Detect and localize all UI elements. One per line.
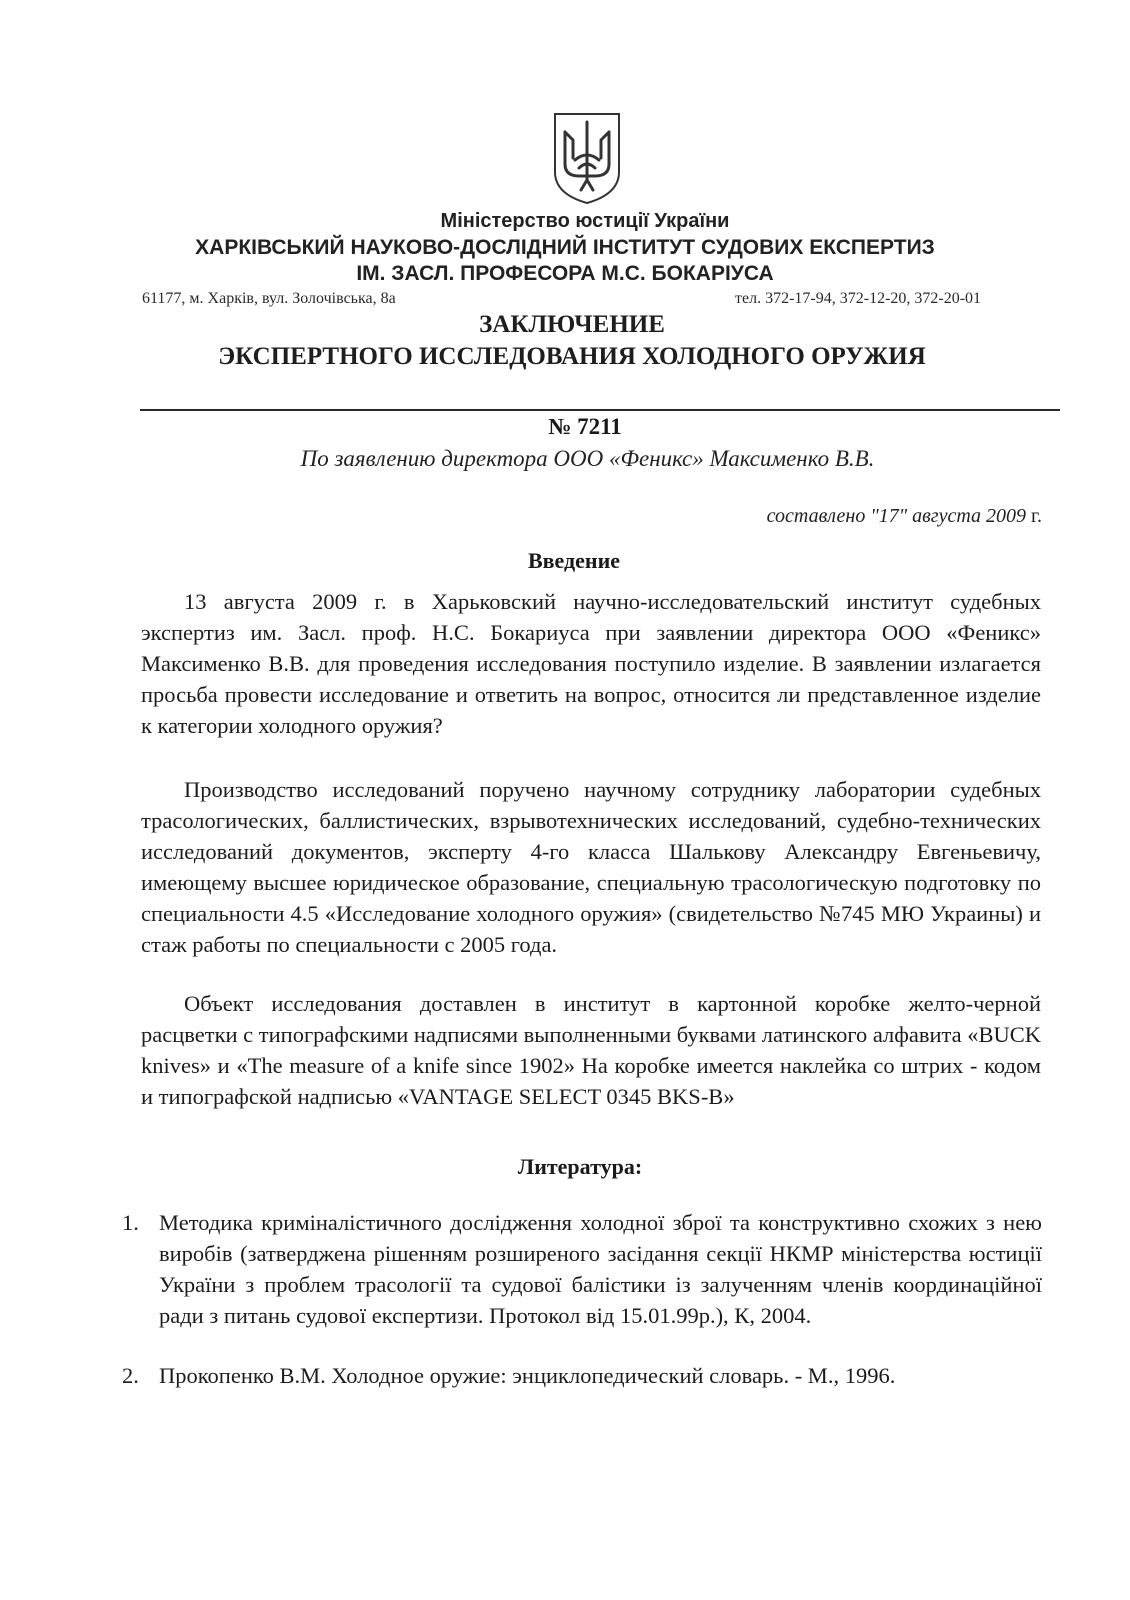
intro-paragraph-3: [141, 988, 1041, 1112]
document-title: ЗАКЛЮЧЕНИЕ: [479, 311, 665, 338]
institute-name-line2: ІМ. ЗАСЛ. ПРОФЕСОРА М.С. БОКАРІУСА: [356, 262, 774, 285]
institute-address: 61177, м. Харків, вул. Золочівська, 8а: [142, 290, 396, 307]
literature-item-text: Прокопенко В.М. Холодное оружие: энциклопедический словарь. - М., 1996.: [159, 1363, 896, 1388]
literature-item-number: 2.: [122, 1363, 139, 1388]
intro-paragraph-2: [141, 774, 1041, 960]
document-date-suffix: г.: [1026, 505, 1042, 527]
intro-heading: Введение: [527, 548, 621, 573]
literature-item-number: 1.: [122, 1210, 139, 1235]
literature-item: [122, 1360, 1042, 1391]
institute-phone: тел. 372-17-94, 372-12-20, 372-20-01: [735, 290, 982, 307]
literature-item-text: Методика криміналістичного дослідження холодної зброї та конструктивно схожих з нею виробів (затверджена рішенням розширеного засідання секції НКМР міністерства юстиції України з проблем трасології та судової балістики із залученням членів координаційної ради з питань судової експертизи. Протокол від 15.01.99р.), К, 2004.: [159, 1210, 1042, 1328]
paragraph-text: Производство исследований поручено научному сотруднику лаборатории судебных трасологических, баллистических, взрывотехнических исследований, судебно-технических исследований документов, эксперту 4-го класса Шалькову Александру Евгеньевичу, имеющему высшее юридическое образование, специальную трасологическую подготовку по специальности 4.5 «Исследование холодного оружия» (свидетельство №745 МЮ Украины) и стаж работы по специальности с 2005 года.: [141, 777, 1041, 957]
paragraph-text: Объект исследования доставлен в институт в картонной коробке желто-черной расцветки с типографскими надписями выполненными буквами латинского алфавита «BUCK knives» и «The measure of a knife since 1902» На коробке имеется наклейка со штрих - кодом и типографской надписью «VANTAGE SELECT 0345 BKS-B»: [141, 991, 1041, 1109]
paragraph-text: 13 августа 2009 г. в Харьковский научно-исследовательский институт судебных экспертиз им. Засл. проф. Н.С. Бокариуса при заявлении директора ООО «Феникс» Максименко В.В. для проведения исследования поступило изделие. В заявлении излагается просьба провести исследование и ответить на вопрос, относится ли представленное изделие к категории холодного оружия?: [141, 589, 1041, 738]
literature-list: [122, 1207, 1042, 1331]
trident-coat-of-arms-icon: [551, 110, 623, 206]
ministry-name: Міністерство юстиції України: [440, 210, 730, 232]
header-divider: [140, 409, 1060, 411]
document-subtitle: ЭКСПЕРТНОГО ИССЛЕДОВАНИЯ ХОЛОДНОГО ОРУЖИЯ: [218, 343, 926, 370]
document-date-text: составлено "17" августа 2009: [766, 505, 1027, 527]
literature-item: [122, 1207, 1042, 1331]
literature-list: [122, 1360, 1042, 1391]
document-date: [767, 505, 1042, 528]
document-subject: По заявлению директора ООО «Феникс» Максименко В.В.: [300, 446, 875, 471]
intro-paragraph-1: [141, 586, 1041, 741]
literature-heading: Литература:: [517, 1154, 643, 1179]
document-number: № 7211: [548, 414, 622, 439]
institute-name-line1: ХАРКІВСЬКИЙ НАУКОВО-ДОСЛІДНИЙ ІНСТИТУТ СУДОВИХ ЕКСПЕРТИЗ: [195, 236, 935, 259]
